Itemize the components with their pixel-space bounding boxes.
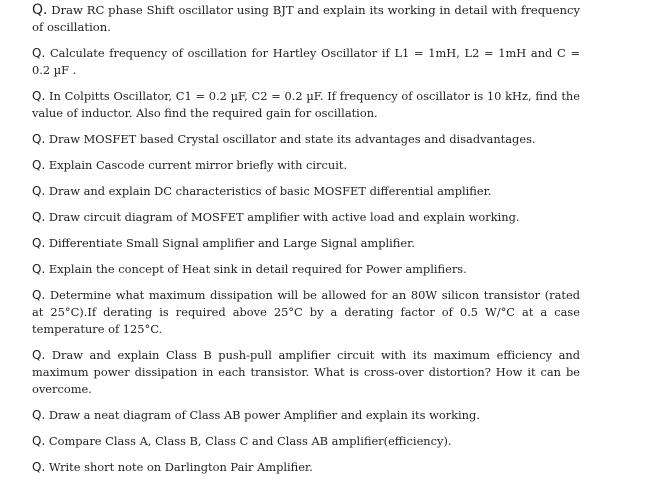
question-text: Explain the concept of Heat sink in detail required for Power amplifiers. xyxy=(48,262,467,276)
question-11 xyxy=(32,347,580,398)
question-9 xyxy=(32,261,580,278)
question-2 xyxy=(32,45,580,79)
question-text: Compare Class A, Class B, Class C and Class AB amplifier(efficiency). xyxy=(48,434,452,448)
question-text: Explain Cascode current mirror briefly with circuit. xyxy=(48,158,348,172)
question-8 xyxy=(32,235,580,252)
question-prefix: Q. xyxy=(32,236,46,250)
question-prefix: Q. xyxy=(32,89,46,103)
question-10 xyxy=(32,287,580,338)
question-text: Draw MOSFET based Crystal oscillator and state its advantages and disadvantages. xyxy=(48,132,536,146)
question-text: Write short note on Darlington Pair Amplifier. xyxy=(48,460,313,474)
question-13 xyxy=(32,433,580,450)
question-6 xyxy=(32,183,580,200)
question-prefix: Q. xyxy=(32,210,46,224)
question-prefix: Q. xyxy=(32,46,46,60)
question-prefix: Q. xyxy=(32,408,46,422)
question-prefix: Q. xyxy=(32,460,46,474)
question-3 xyxy=(32,88,580,122)
question-text: Draw RC phase Shift oscillator using BJT and explain its working in detail with frequency of oscillation. xyxy=(32,3,581,34)
question-text: Draw a neat diagram of Class AB power Amplifier and explain its working. xyxy=(48,408,480,422)
question-prefix: Q. xyxy=(32,348,46,362)
question-14 xyxy=(32,459,580,476)
question-7 xyxy=(32,209,580,226)
question-text: Draw and explain DC characteristics of basic MOSFET differential amplifier. xyxy=(48,184,492,198)
question-prefix: Q. xyxy=(32,158,46,172)
question-text: In Colpitts Oscillator, C1 = 0.2 µF, C2 = 0.2 µF. If frequency of oscillator is 10 kHz, find the value of inductor. Also find the required gain for oscillation. xyxy=(32,89,580,120)
question-prefix: Q. xyxy=(32,132,46,146)
question-12 xyxy=(32,407,580,424)
question-4 xyxy=(32,131,580,148)
question-prefix: Q. xyxy=(32,2,48,18)
question-prefix: Q. xyxy=(32,434,46,448)
question-text: Draw and explain Class B push-pull amplifier circuit with its maximum efficiency and maximum power dissipation in each transistor. What is cross-over distortion? How it can be overcome. xyxy=(32,348,580,396)
question-text: Calculate frequency of oscillation for Hartley Oscillator if L1 = 1mH, L2 = 1mH and C = 0.2 µF . xyxy=(32,46,580,77)
question-prefix: Q. xyxy=(32,288,46,302)
question-text: Draw circuit diagram of MOSFET amplifier with active load and explain working. xyxy=(48,210,520,224)
question-5 xyxy=(32,157,580,174)
question-list xyxy=(32,2,580,485)
question-1 xyxy=(32,2,580,36)
question-text: Differentiate Small Signal amplifier and Large Signal amplifier. xyxy=(48,236,415,250)
question-prefix: Q. xyxy=(32,262,46,276)
question-text: Determine what maximum dissipation will be allowed for an 80W silicon transistor (rated at 25°C).If derating is required above 25°C by a derating factor of 0.5 W/°C at a case temperature of 125°C. xyxy=(32,288,580,336)
question-prefix: Q. xyxy=(32,184,46,198)
